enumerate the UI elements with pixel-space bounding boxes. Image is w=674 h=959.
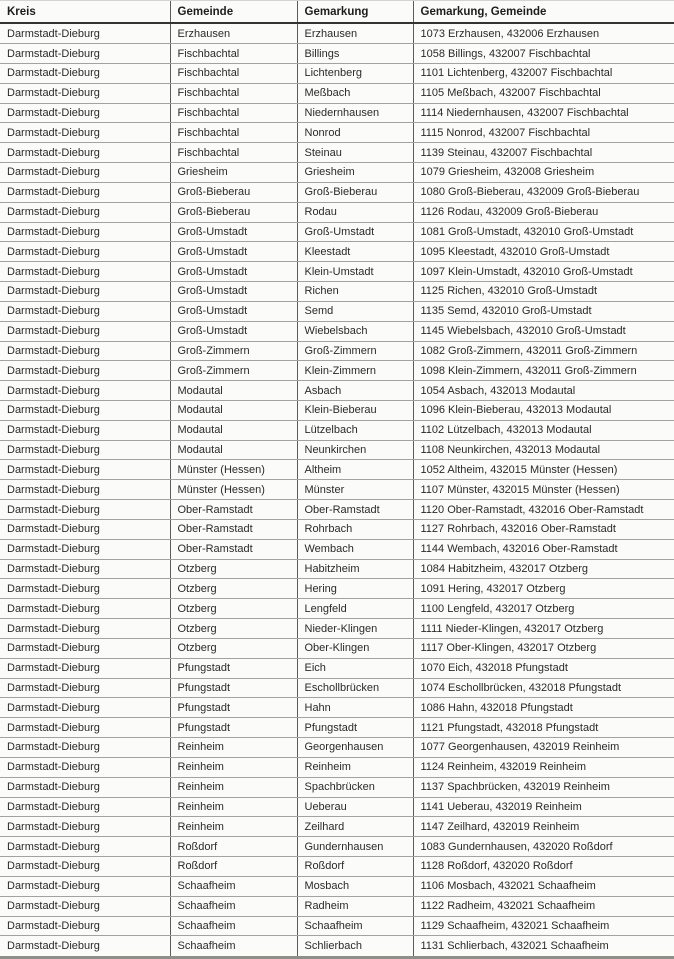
table-cell: Griesheim [170, 163, 297, 183]
table-cell: 1147 Zeilhard, 432019 Reinheim [413, 817, 674, 837]
table-cell: 1111 Nieder-Klingen, 432017 Otzberg [413, 619, 674, 639]
table-cell: Schaafheim [297, 916, 413, 936]
table-row [0, 361, 674, 381]
table-row [0, 242, 674, 262]
table-cell: Groß-Umstadt [170, 301, 297, 321]
table-cell: Darmstadt-Dieburg [0, 103, 170, 123]
table-cell: Darmstadt-Dieburg [0, 123, 170, 143]
table-cell: Kleestadt [297, 242, 413, 262]
table-cell: 1121 Pfungstadt, 432018 Pfungstadt [413, 718, 674, 738]
table-row [0, 63, 674, 83]
table-row [0, 83, 674, 103]
table-cell: Groß-Bieberau [297, 182, 413, 202]
table-cell: 1126 Rodau, 432009 Groß-Bieberau [413, 202, 674, 222]
table-cell: 1129 Schaafheim, 432021 Schaafheim [413, 916, 674, 936]
table-cell: Darmstadt-Dieburg [0, 361, 170, 381]
column-header-kreis: Kreis [0, 1, 170, 24]
table-row [0, 381, 674, 401]
table-cell: Hering [297, 579, 413, 599]
table-cell: Ober-Ramstadt [170, 539, 297, 559]
table-cell: 1084 Habitzheim, 432017 Otzberg [413, 559, 674, 579]
table-cell: Wiebelsbach [297, 321, 413, 341]
table-cell: Darmstadt-Dieburg [0, 559, 170, 579]
table-cell: Darmstadt-Dieburg [0, 63, 170, 83]
table-row [0, 103, 674, 123]
table-row [0, 23, 674, 44]
table-cell: 1141 Ueberau, 432019 Reinheim [413, 797, 674, 817]
table-row [0, 341, 674, 361]
table-cell: Roßdorf [170, 857, 297, 877]
table-cell: Modautal [170, 440, 297, 460]
table-cell: 1131 Schlierbach, 432021 Schaafheim [413, 936, 674, 958]
table-cell: Wembach [297, 539, 413, 559]
table-row [0, 182, 674, 202]
table-row [0, 262, 674, 282]
table-row [0, 797, 674, 817]
table-cell: 1108 Neunkirchen, 432013 Modautal [413, 440, 674, 460]
table-cell: 1052 Altheim, 432015 Münster (Hessen) [413, 460, 674, 480]
table-cell: Reinheim [170, 797, 297, 817]
table-row [0, 321, 674, 341]
table-cell: Darmstadt-Dieburg [0, 222, 170, 242]
table-cell: Neunkirchen [297, 440, 413, 460]
table-cell: Darmstadt-Dieburg [0, 242, 170, 262]
table-cell: 1128 Roßdorf, 432020 Roßdorf [413, 857, 674, 877]
table-cell: 1117 Ober-Klingen, 432017 Otzberg [413, 638, 674, 658]
table-cell: 1054 Asbach, 432013 Modautal [413, 381, 674, 401]
table-cell: Mosbach [297, 876, 413, 896]
table-cell: Ober-Ramstadt [170, 500, 297, 520]
table-row [0, 678, 674, 698]
table-cell: Groß-Umstadt [170, 262, 297, 282]
table-cell: 1095 Kleestadt, 432010 Groß-Umstadt [413, 242, 674, 262]
table-cell: Klein-Zimmern [297, 361, 413, 381]
table-cell: Fischbachtal [170, 63, 297, 83]
table-body [0, 23, 674, 958]
table-cell: 1139 Steinau, 432007 Fischbachtal [413, 143, 674, 163]
table-cell: Ober-Klingen [297, 638, 413, 658]
table-cell: Richen [297, 282, 413, 302]
table-cell: 1106 Mosbach, 432021 Schaafheim [413, 876, 674, 896]
table-row [0, 460, 674, 480]
table-cell: Darmstadt-Dieburg [0, 638, 170, 658]
table-cell: Zeilhard [297, 817, 413, 837]
table-cell: Modautal [170, 401, 297, 421]
table-cell: Altheim [297, 460, 413, 480]
table-cell: Gundernhausen [297, 837, 413, 857]
table-cell: 1137 Spachbrücken, 432019 Reinheim [413, 777, 674, 797]
table-cell: Otzberg [170, 599, 297, 619]
table-cell: 1144 Wembach, 432016 Ober-Ramstadt [413, 539, 674, 559]
table-cell: 1097 Klein-Umstadt, 432010 Groß-Umstadt [413, 262, 674, 282]
table-row [0, 202, 674, 222]
table-cell: Pfungstadt [170, 698, 297, 718]
table-cell: 1091 Hering, 432017 Otzberg [413, 579, 674, 599]
table-cell: Darmstadt-Dieburg [0, 599, 170, 619]
table-row [0, 420, 674, 440]
table-row [0, 539, 674, 559]
table-row [0, 619, 674, 639]
table-cell: Darmstadt-Dieburg [0, 202, 170, 222]
column-header-gemeinde: Gemeinde [170, 1, 297, 24]
table-row [0, 480, 674, 500]
table-cell: Semd [297, 301, 413, 321]
table-cell: Groß-Umstadt [170, 321, 297, 341]
table-cell: 1077 Georgenhausen, 432019 Reinheim [413, 738, 674, 758]
table-row [0, 896, 674, 916]
table-cell: Darmstadt-Dieburg [0, 83, 170, 103]
table-cell: Rodau [297, 202, 413, 222]
table-row [0, 718, 674, 738]
table-cell: Asbach [297, 381, 413, 401]
table-cell: Darmstadt-Dieburg [0, 480, 170, 500]
table-cell: Erzhausen [297, 23, 413, 44]
table-cell: 1082 Groß-Zimmern, 432011 Groß-Zimmern [413, 341, 674, 361]
table-cell: Roßdorf [297, 857, 413, 877]
table-cell: Darmstadt-Dieburg [0, 519, 170, 539]
table-cell: Darmstadt-Dieburg [0, 857, 170, 877]
table-cell: Pfungstadt [170, 678, 297, 698]
table-cell: Darmstadt-Dieburg [0, 262, 170, 282]
table-row [0, 559, 674, 579]
table-cell: Darmstadt-Dieburg [0, 738, 170, 758]
table-cell: Darmstadt-Dieburg [0, 817, 170, 837]
table-cell: Erzhausen [170, 23, 297, 44]
table-cell: Meßbach [297, 83, 413, 103]
table-row [0, 222, 674, 242]
table-cell: Darmstadt-Dieburg [0, 757, 170, 777]
table-row [0, 698, 674, 718]
table-cell: 1058 Billings, 432007 Fischbachtal [413, 44, 674, 64]
table-row [0, 638, 674, 658]
table-cell: 1107 Münster, 432015 Münster (Hessen) [413, 480, 674, 500]
table-cell: Ueberau [297, 797, 413, 817]
table-cell: Darmstadt-Dieburg [0, 301, 170, 321]
table-cell: Darmstadt-Dieburg [0, 163, 170, 183]
table-cell: Groß-Zimmern [297, 341, 413, 361]
table-cell: Ober-Ramstadt [297, 500, 413, 520]
table-cell: Reinheim [170, 738, 297, 758]
table-cell: Modautal [170, 420, 297, 440]
table-cell: 1096 Klein-Bieberau, 432013 Modautal [413, 401, 674, 421]
table-cell: Darmstadt-Dieburg [0, 896, 170, 916]
table-cell: Darmstadt-Dieburg [0, 777, 170, 797]
table-row [0, 440, 674, 460]
table-cell: 1102 Lützelbach, 432013 Modautal [413, 420, 674, 440]
column-header-gemarkung: Gemarkung [297, 1, 413, 24]
table-cell: Darmstadt-Dieburg [0, 341, 170, 361]
table-cell: 1135 Semd, 432010 Groß-Umstadt [413, 301, 674, 321]
table-cell: Lichtenberg [297, 63, 413, 83]
table-row [0, 44, 674, 64]
table-cell: Otzberg [170, 559, 297, 579]
table-cell: Darmstadt-Dieburg [0, 876, 170, 896]
table-cell: Groß-Zimmern [170, 361, 297, 381]
table-cell: Darmstadt-Dieburg [0, 282, 170, 302]
table-cell: Otzberg [170, 579, 297, 599]
table-cell: Nieder-Klingen [297, 619, 413, 639]
table-cell: Roßdorf [170, 837, 297, 857]
table-cell: Schaafheim [170, 876, 297, 896]
table-cell: Darmstadt-Dieburg [0, 23, 170, 44]
table-row [0, 817, 674, 837]
table-cell: Groß-Umstadt [170, 242, 297, 262]
table-cell: Spachbrücken [297, 777, 413, 797]
table-cell: Darmstadt-Dieburg [0, 619, 170, 639]
table-cell: Reinheim [297, 757, 413, 777]
table-cell: Groß-Zimmern [170, 341, 297, 361]
table-cell: Darmstadt-Dieburg [0, 579, 170, 599]
table-cell: Schaafheim [170, 936, 297, 958]
table-cell: Schaafheim [170, 896, 297, 916]
table-cell: Otzberg [170, 638, 297, 658]
table-cell: Schaafheim [170, 916, 297, 936]
table-cell: 1125 Richen, 432010 Groß-Umstadt [413, 282, 674, 302]
table-row [0, 401, 674, 421]
table-row [0, 143, 674, 163]
table-cell: Groß-Umstadt [297, 222, 413, 242]
header-row [0, 1, 674, 24]
table-cell: 1073 Erzhausen, 432006 Erzhausen [413, 23, 674, 44]
table-row [0, 837, 674, 857]
table-cell: Münster [297, 480, 413, 500]
table-cell: Ober-Ramstadt [170, 519, 297, 539]
table-row [0, 757, 674, 777]
table-cell: Niedernhausen [297, 103, 413, 123]
table-cell: Groß-Bieberau [170, 202, 297, 222]
table-cell: Georgenhausen [297, 738, 413, 758]
table-row [0, 599, 674, 619]
table-row [0, 519, 674, 539]
table-cell: Klein-Umstadt [297, 262, 413, 282]
table-cell: 1079 Griesheim, 432008 Griesheim [413, 163, 674, 183]
table-cell: Rohrbach [297, 519, 413, 539]
table-cell: Darmstadt-Dieburg [0, 658, 170, 678]
table-cell: Darmstadt-Dieburg [0, 401, 170, 421]
table-cell: Lützelbach [297, 420, 413, 440]
table-cell: 1127 Rohrbach, 432016 Ober-Ramstadt [413, 519, 674, 539]
table-cell: 1081 Groß-Umstadt, 432010 Groß-Umstadt [413, 222, 674, 242]
table-cell: Darmstadt-Dieburg [0, 916, 170, 936]
table-cell: Münster (Hessen) [170, 460, 297, 480]
table-cell: Darmstadt-Dieburg [0, 698, 170, 718]
table-cell: Fischbachtal [170, 103, 297, 123]
table-cell: Nonrod [297, 123, 413, 143]
column-header-gemarkung-gemeinde: Gemarkung, Gemeinde [413, 1, 674, 24]
table-row [0, 857, 674, 877]
table-cell: 1101 Lichtenberg, 432007 Fischbachtal [413, 63, 674, 83]
table-cell: Darmstadt-Dieburg [0, 143, 170, 163]
table-cell: Darmstadt-Dieburg [0, 381, 170, 401]
table-cell: Klein-Bieberau [297, 401, 413, 421]
table-cell: Münster (Hessen) [170, 480, 297, 500]
table-cell: 1120 Ober-Ramstadt, 432016 Ober-Ramstadt [413, 500, 674, 520]
table-cell: Fischbachtal [170, 123, 297, 143]
table-cell: Pfungstadt [297, 718, 413, 738]
table-header [0, 1, 674, 24]
table-cell: 1115 Nonrod, 432007 Fischbachtal [413, 123, 674, 143]
table-cell: Darmstadt-Dieburg [0, 539, 170, 559]
table-row [0, 579, 674, 599]
table-row [0, 301, 674, 321]
table-cell: 1122 Radheim, 432021 Schaafheim [413, 896, 674, 916]
table-row [0, 916, 674, 936]
table-cell: Fischbachtal [170, 83, 297, 103]
table-cell: 1100 Lengfeld, 432017 Otzberg [413, 599, 674, 619]
table-cell: Reinheim [170, 817, 297, 837]
table-row [0, 282, 674, 302]
table-cell: 1070 Eich, 432018 Pfungstadt [413, 658, 674, 678]
table-row [0, 936, 674, 958]
table-cell: Darmstadt-Dieburg [0, 440, 170, 460]
table-cell: Schlierbach [297, 936, 413, 958]
table-cell: Lengfeld [297, 599, 413, 619]
table-cell: Steinau [297, 143, 413, 163]
table-cell: Eich [297, 658, 413, 678]
table-cell: Darmstadt-Dieburg [0, 460, 170, 480]
table-row [0, 738, 674, 758]
table-cell: Groß-Umstadt [170, 222, 297, 242]
table-cell: Reinheim [170, 777, 297, 797]
table-cell: Groß-Bieberau [170, 182, 297, 202]
table-cell: 1074 Eschollbrücken, 432018 Pfungstadt [413, 678, 674, 698]
table-cell: 1105 Meßbach, 432007 Fischbachtal [413, 83, 674, 103]
table-row [0, 500, 674, 520]
table-cell: Darmstadt-Dieburg [0, 182, 170, 202]
table-cell: Darmstadt-Dieburg [0, 44, 170, 64]
table-cell: 1124 Reinheim, 432019 Reinheim [413, 757, 674, 777]
table-cell: Darmstadt-Dieburg [0, 500, 170, 520]
table-cell: Darmstadt-Dieburg [0, 420, 170, 440]
table-cell: Modautal [170, 381, 297, 401]
table-cell: Darmstadt-Dieburg [0, 797, 170, 817]
table-cell: Pfungstadt [170, 658, 297, 678]
table-cell: Fischbachtal [170, 44, 297, 64]
table-cell: 1098 Klein-Zimmern, 432011 Groß-Zimmern [413, 361, 674, 381]
table-row [0, 123, 674, 143]
table-cell: Griesheim [297, 163, 413, 183]
table-cell: Hahn [297, 698, 413, 718]
table-cell: Habitzheim [297, 559, 413, 579]
table-row [0, 876, 674, 896]
table-cell: Radheim [297, 896, 413, 916]
table-cell: 1083 Gundernhausen, 432020 Roßdorf [413, 837, 674, 857]
table-cell: Reinheim [170, 757, 297, 777]
table-row [0, 658, 674, 678]
table-cell: 1145 Wiebelsbach, 432010 Groß-Umstadt [413, 321, 674, 341]
table-cell: Darmstadt-Dieburg [0, 837, 170, 857]
table-cell: Darmstadt-Dieburg [0, 321, 170, 341]
table-cell: Fischbachtal [170, 143, 297, 163]
table-row [0, 777, 674, 797]
table-cell: Pfungstadt [170, 718, 297, 738]
table-row [0, 163, 674, 183]
table-cell: 1086 Hahn, 432018 Pfungstadt [413, 698, 674, 718]
table-cell: Darmstadt-Dieburg [0, 718, 170, 738]
table-cell: Billings [297, 44, 413, 64]
table-cell: Darmstadt-Dieburg [0, 936, 170, 958]
table-cell: Otzberg [170, 619, 297, 639]
table-cell: 1114 Niedernhausen, 432007 Fischbachtal [413, 103, 674, 123]
table-cell: Eschollbrücken [297, 678, 413, 698]
table-cell: Groß-Umstadt [170, 282, 297, 302]
table-cell: Darmstadt-Dieburg [0, 678, 170, 698]
table-cell: 1080 Groß-Bieberau, 432009 Groß-Bieberau [413, 182, 674, 202]
